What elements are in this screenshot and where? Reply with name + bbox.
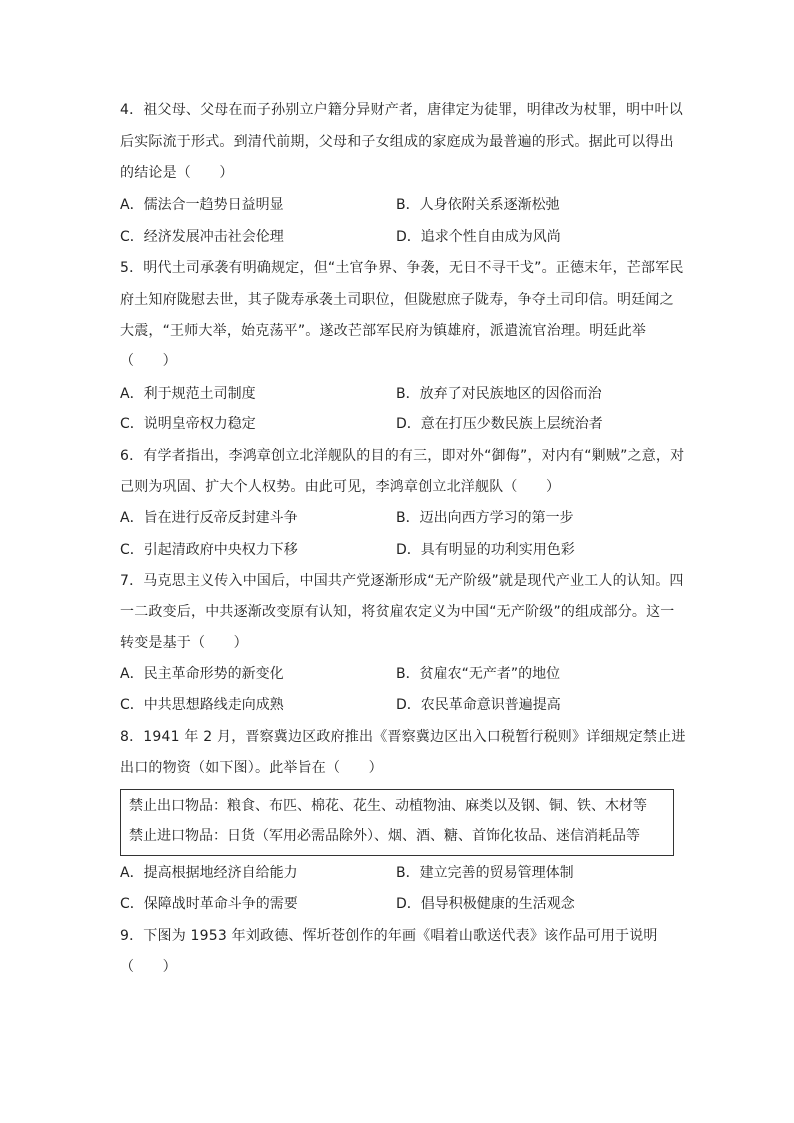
q4-option-c[interactable]: C．经济发展冲击社会伦理 (120, 229, 284, 245)
q5-option-d[interactable]: D．意在打压少数民族上层统治者 (396, 416, 603, 432)
q8-option-b[interactable]: B．建立完善的贸易管理体制 (396, 865, 574, 881)
q5-option-a[interactable]: A．利于规范土司制度 (120, 386, 256, 402)
q6-stem-line-2: 己则为巩固、扩大个人权势。由此可见，李鸿章创立北洋舰队（ ） (120, 479, 561, 495)
q8-import-ban: 禁止进口物品：日货（军用必需品除外）、烟、酒、糖、首饰化妆品、迷信消耗品等 (129, 828, 640, 844)
q8-stem-line-2: 出口的物资（如下图）。此举旨在（ ） (120, 760, 383, 776)
q7-option-a[interactable]: A．民主革命形势的新变化 (120, 666, 284, 682)
q6-option-b[interactable]: B．迈出向西方学习的第一步 (396, 510, 574, 526)
q5-stem-line-1: 5．明代土司承袭有明确规定，但“土官争界、争袭，无日不寻干戈”。正德末年，芒部军民 (120, 260, 684, 276)
q8-option-d[interactable]: D．倡导积极健康的生活观念 (396, 896, 575, 912)
q8-stem-line-1: 8．1941 年 2 月，晋察冀边区政府推出《晋察冀边区出入口税暂行税则》详细规定禁止进 (120, 729, 686, 745)
q9-stem-line-2: （ ） (120, 959, 177, 975)
q6-stem-line-1: 6．有学者指出，李鸿章创立北洋舰队的目的有三，即对外“御侮”，对内有“剿贼”之意，对 (120, 448, 685, 464)
q8-material-box (120, 789, 674, 856)
q5-stem-line-3: 大震，“王师大举，始克荡平”。遂改芒部军民府为镇雄府，派遣流官治理。明廷此举 (120, 323, 647, 339)
q4-option-d[interactable]: D．追求个性自由成为风尚 (396, 229, 561, 245)
q8-export-ban: 禁止出口物品：粮食、布匹、棉花、花生、动植物油、麻类以及钢、铜、铁、木材等 (129, 798, 647, 814)
q5-stem-line-4: （ ） (120, 353, 177, 369)
q8-option-a[interactable]: A．提高根据地经济自给能力 (120, 865, 298, 881)
q6-option-d[interactable]: D．具有明显的功利实用色彩 (396, 542, 575, 558)
q7-option-c[interactable]: C．中共思想路线走向成熟 (120, 697, 284, 713)
q7-stem-line-2: 一二政变后，中共逐渐改变原有认知，将贫雇农定义为中国“无产阶级”的组成部分。这一 (120, 604, 675, 620)
q5-option-b[interactable]: B．放弃了对民族地区的因俗而治 (396, 386, 602, 402)
q7-option-d[interactable]: D．农民革命意识普遍提高 (396, 697, 561, 713)
q7-option-b[interactable]: B．贫雇农“无产者”的地位 (396, 666, 561, 682)
q6-option-a[interactable]: A．旨在进行反帝反封建斗争 (120, 510, 298, 526)
q4-stem-line-2: 后实际流于形式。到清代前期，父母和子女组成的家庭成为最普遍的形式。据此可以得出 (120, 134, 674, 150)
q4-option-b[interactable]: B．人身依附关系逐渐松弛 (396, 197, 560, 213)
q6-option-c[interactable]: C．引起清政府中央权力下移 (120, 542, 298, 558)
q7-stem-line-1: 7．马克思主义传入中国后，中国共产党逐渐形成“无产阶级”就是现代产业工人的认知。四 (120, 573, 684, 589)
q4-stem-line-3: 的结论是（ ） (120, 165, 234, 181)
q4-option-a[interactable]: A．儒法合一趋势日益明显 (120, 197, 284, 213)
q5-option-c[interactable]: C．说明皇帝权力稳定 (120, 416, 256, 432)
q9-stem-line-1: 9．下图为 1953 年刘政德、恽圻苍创作的年画《唱着山歌送代表》该作品可用于说明 (120, 928, 658, 944)
q8-option-c[interactable]: C．保障战时革命斗争的需要 (120, 896, 298, 912)
q4-stem-line-1: 4．祖父母、父母在而子孙别立户籍分异财产者，唐律定为徒罪，明律改为杖罪，明中叶以 (120, 102, 683, 118)
q5-stem-line-2: 府土知府陇慰去世，其子陇寿承袭土司职位，但陇慰庶子陇寿，争夺土司印信。明廷闻之 (120, 292, 674, 308)
q7-stem-line-3: 转变是基于（ ） (120, 635, 248, 651)
